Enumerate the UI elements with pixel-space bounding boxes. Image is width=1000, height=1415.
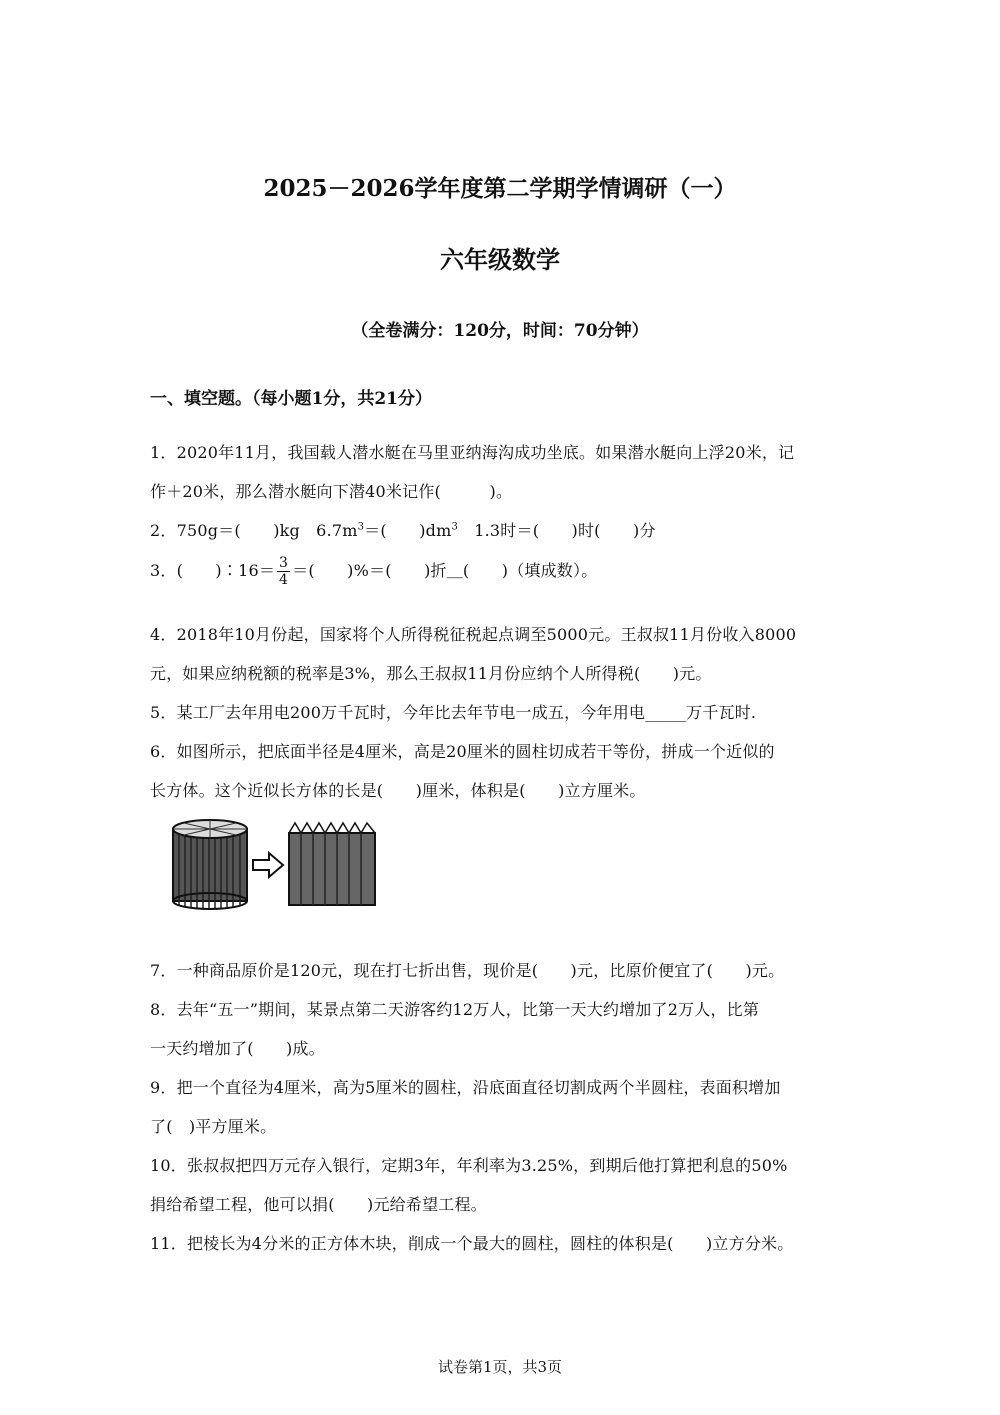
question-4-line-1: 4．2018年10月份起，国家将个人所得税征税起点调至5000元。王叔叔11月份收入8000 xyxy=(150,625,797,644)
superscript-cube-1: 3 xyxy=(357,521,365,533)
question-1-line-2: 作＋20米，那么潜水艇向下潜40米记作( )。 xyxy=(150,482,513,501)
question-1-line-1: 1．2020年11月，我国载人潜水艇在马里亚纳海沟成功坐底。如果潜水艇向上浮20米，记 xyxy=(150,443,795,462)
question-11: 11．把棱长为4分米的正方体木块，削成一个最大的圆柱，圆柱的体积是( )立方分米。 xyxy=(150,1234,794,1253)
fraction-three-quarters xyxy=(277,555,290,588)
question-2-part-b: ＝( )dm xyxy=(364,521,452,540)
question-9-line-2: 了( )平方厘米。 xyxy=(150,1117,277,1136)
question-5: 5．某工厂去年用电200万千瓦时，今年比去年节电一成五，今年用电_____万千瓦时. xyxy=(150,703,757,722)
question-3-part-b: ＝( )%＝( )折＿( )（填成数）。 xyxy=(292,561,598,580)
exam-title: 2025－2026学年度第二学期学情调研（一） xyxy=(263,175,737,202)
fraction-denominator: 4 xyxy=(279,572,289,588)
cuboid-image xyxy=(289,823,375,905)
question-4-line-2: 元，如果应纳税额的税率是3%，那么王叔叔11月份应纳个人所得税( )元。 xyxy=(150,664,712,683)
fraction-numerator: 3 xyxy=(279,555,289,571)
superscript-cube-2: 3 xyxy=(451,521,459,533)
question-3 xyxy=(150,555,597,588)
question-2-part-a: 2．750g＝( )kg 6.7m xyxy=(150,521,358,540)
question-2 xyxy=(150,518,656,541)
arrow-image xyxy=(253,853,283,877)
page-footer: 试卷第1页，共3页 xyxy=(437,1358,563,1376)
section-heading: 一、填空题。（每小题1分，共21分） xyxy=(150,389,432,409)
question-6-line-2: 长方体。这个近似长方体的长是( )厘米，体积是( )立方厘米。 xyxy=(150,781,646,800)
cylinder-image xyxy=(173,820,247,909)
question-2-part-c: 1.3时＝( )时( )分 xyxy=(458,521,656,540)
subject-title: 六年级数学 xyxy=(440,245,560,274)
question-3-part-a: 3．( )∶16＝ xyxy=(150,561,276,580)
question-7: 7．一种商品原价是120元，现在打七折出售，现价是( )元，比原价便宜了( )元。 xyxy=(150,961,785,980)
question-8-line-1: 8．去年“五一”期间，某景点第二天游客约12万人，比第一天大约增加了2万人，比第 xyxy=(150,1000,760,1019)
question-10-line-2: 捐给希望工程，他可以捐( )元给希望工程。 xyxy=(150,1195,487,1214)
question-10-line-1: 10．张叔叔把四万元存入银行，定期3年，年利率为3.25%，到期后他打算把利息的50% xyxy=(150,1156,788,1175)
cylinder-to-cuboid-figure xyxy=(165,815,385,915)
question-6-line-1: 6．如图所示，把底面半径是4厘米，高是20厘米的圆柱切成若干等份，拼成一个近似的 xyxy=(150,742,775,761)
question-9-line-1: 9．把一个直径为4厘米，高为5厘米的圆柱，沿底面直径切割成两个半圆柱，表面积增加 xyxy=(150,1078,781,1097)
exam-info: （全卷满分：120分，时间：70分钟） xyxy=(351,321,649,341)
question-8-line-2: 一天约增加了( )成。 xyxy=(150,1039,325,1058)
